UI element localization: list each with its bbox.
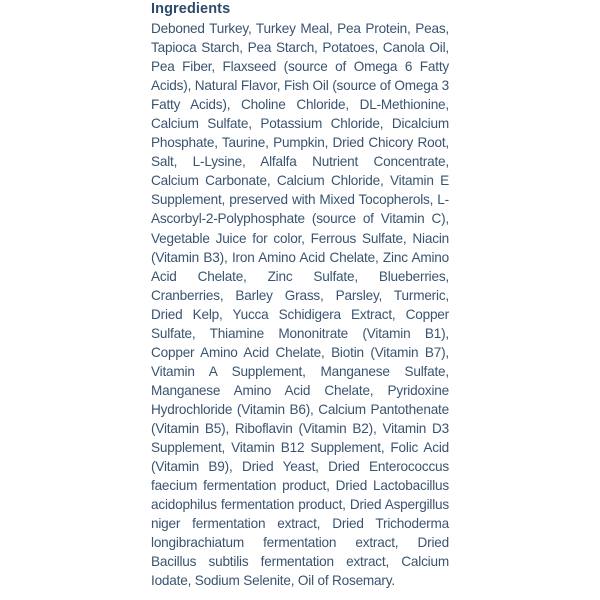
ingredients-list: Deboned Turkey, Turkey Meal, Pea Protein, Peas, Tapioca Starch, Pea Starch, Potatoes, Canola Oil, Pea Fiber, Flaxseed (source of Omega 6 Fatty Acids), Natural Flavor, Fish Oil (source of Omega 3 Fatty Acids), Choline Chloride, DL-Methionine, Calcium Sulfate, Potassium Chloride, Dicalcium Phosphate, Taurine, Pumpkin, Dried Chicory Root, Salt, L-Lysine, Alfalfa Nutrient Concentrate, Calcium Carbonate, Calcium Chloride, Vitamin E Supplement, preserved with Mixed Tocopherols, L-Ascorbyl-2-Polyphosphate (source of Vitamin C), Vegetable Juice for color, Ferrous Sulfate, Niacin (Vitamin B3), Iron Amino Acid Chelate, Zinc Amino Acid Chelate, Zinc Sulfate, Blueberries, Cranberries, Barley Grass, Parsley, Turmeric, Dried Kelp, Yucca Schidigera Extract, Copper Sulfate, Thiamine Mononitrate (Vitamin B1), Copper Amino Acid Chelate, Biotin (Vitamin B7), Vitamin A Supplement, Manganese Sulfate, Manganese Amino Acid Chelate, Pyridoxine Hydrochloride (Vitamin B6), Calcium Pantothenate (Vitamin B5), Riboflavin (Vitamin B2), Vitamin D3 Supplement, Vitamin B12 Supplement, Folic Acid (Vitamin B9), Dried Yeast, Dried Enterococcus faecium fermentation product, Dried Lactobacillus acidophilus fermentation product, Dried Aspergillus niger fermentation extract, Dried Trichoderma longibrachiatum fermentation extract, Dried Bacillus subtilis fermentation extract, Calcium Iodate, Sodium Selenite, Oil of Rosemary. xyxy=(151,21,449,589)
ingredients-panel xyxy=(151,0,449,590)
ingredients-heading: Ingredients xyxy=(151,1,231,17)
